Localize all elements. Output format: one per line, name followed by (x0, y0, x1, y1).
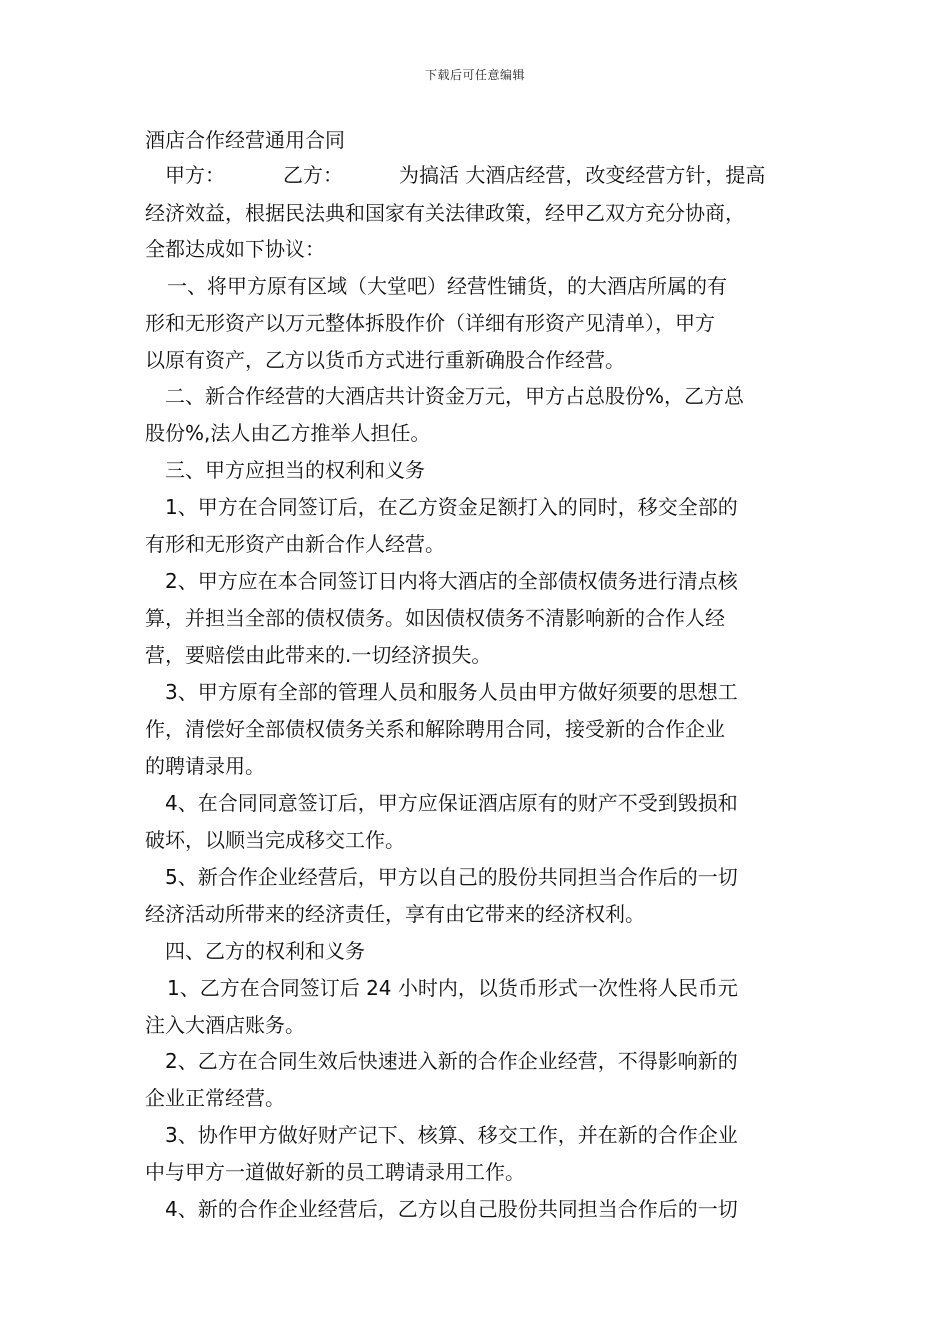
paragraph-line: 营，要赔偿由此带来的.一切经济损失。 (145, 643, 492, 667)
paragraph-line: 企业正常经营。 (145, 1086, 285, 1110)
list-item: 1、乙方在合同签订后 24 小时内，以货币形式一次性将人民币元 (167, 976, 738, 1000)
list-item: 3、协作甲方做好财产记下、核算、移交工作，并在新的合作企业 (165, 1123, 738, 1147)
list-item: 5、新合作企业经营后，甲方以自己的股份共同担当合作后的一切 (165, 865, 738, 889)
paragraph-line: 破坏，以顺当完成移交工作。 (145, 828, 405, 852)
section-heading-4: 四、乙方的权利和义务 (165, 939, 365, 963)
paragraph-line: 注入大酒店账务。 (145, 1013, 305, 1037)
party-a-label: 甲方： (165, 163, 225, 187)
list-item: 4、在合同同意签订后，甲方应保证酒店原有的财产不受到毁损和 (165, 791, 738, 815)
list-item: 1、甲方在合同签订后，在乙方资金足额打入的同时，移交全部的 (165, 495, 738, 519)
paragraph-line: 股份%,法人由乙方推举人担任。 (145, 421, 431, 445)
paragraph-line: 算，并担当全部的债权债务。如因债权债务不清影响新的合作人经 (145, 606, 725, 630)
paragraph-line: 以原有资产，乙方以货币方式进行重新确股合作经营。 (145, 348, 625, 372)
paragraph-line: 全都达成如下协议： (145, 237, 325, 261)
party-b-label: 乙方： (283, 163, 343, 187)
paragraph-line: 中与甲方一道做好新的员工聘请录用工作。 (145, 1160, 525, 1184)
paragraph-line: 经济活动所带来的经济责任，享有由它带来的经济权利。 (145, 902, 645, 926)
clause-heading-1: 一、将甲方原有区域（大堂吧）经营性铺货，的大酒店所属的有 (167, 274, 727, 298)
paragraph-line: 形和无形资产以万元整体拆股作价（详细有形资产见清单），甲方 (145, 311, 715, 335)
preamble-text: 为搞活 大酒店经营，改变经营方针，提高 (399, 163, 766, 187)
clause-heading-2: 二、新合作经营的大酒店共计资金万元，甲方占总股份%，乙方总 (165, 384, 745, 408)
list-item: 4、新的合作企业经营后，乙方以自己股份共同担当合作后的一切 (165, 1197, 738, 1221)
header-note: 下载后可任意编辑 (424, 68, 525, 82)
paragraph-line: 有形和无形资产由新合作人经营。 (145, 532, 445, 556)
paragraph-line: 作，清偿好全部债权债务关系和解除聘用合同，接受新的合作企业 (145, 717, 725, 741)
list-item: 3、甲方原有全部的管理人员和服务人员由甲方做好须要的思想工 (165, 680, 738, 704)
list-item: 2、甲方应在本合同签订日内将大酒店的全部债权债务进行清点核 (165, 569, 738, 593)
party-line (165, 161, 765, 189)
paragraph-line: 的聘请录用。 (145, 754, 265, 778)
list-item: 2、乙方在合同生效后快速进入新的合作企业经营，不得影响新的 (165, 1049, 738, 1073)
document-title: 酒店合作经营通用合同 (145, 128, 345, 152)
paragraph-line: 经济效益，根据民法典和国家有关法律政策，经甲乙双方充分协商， (145, 201, 745, 225)
section-heading-3: 三、甲方应担当的权利和义务 (165, 458, 425, 482)
